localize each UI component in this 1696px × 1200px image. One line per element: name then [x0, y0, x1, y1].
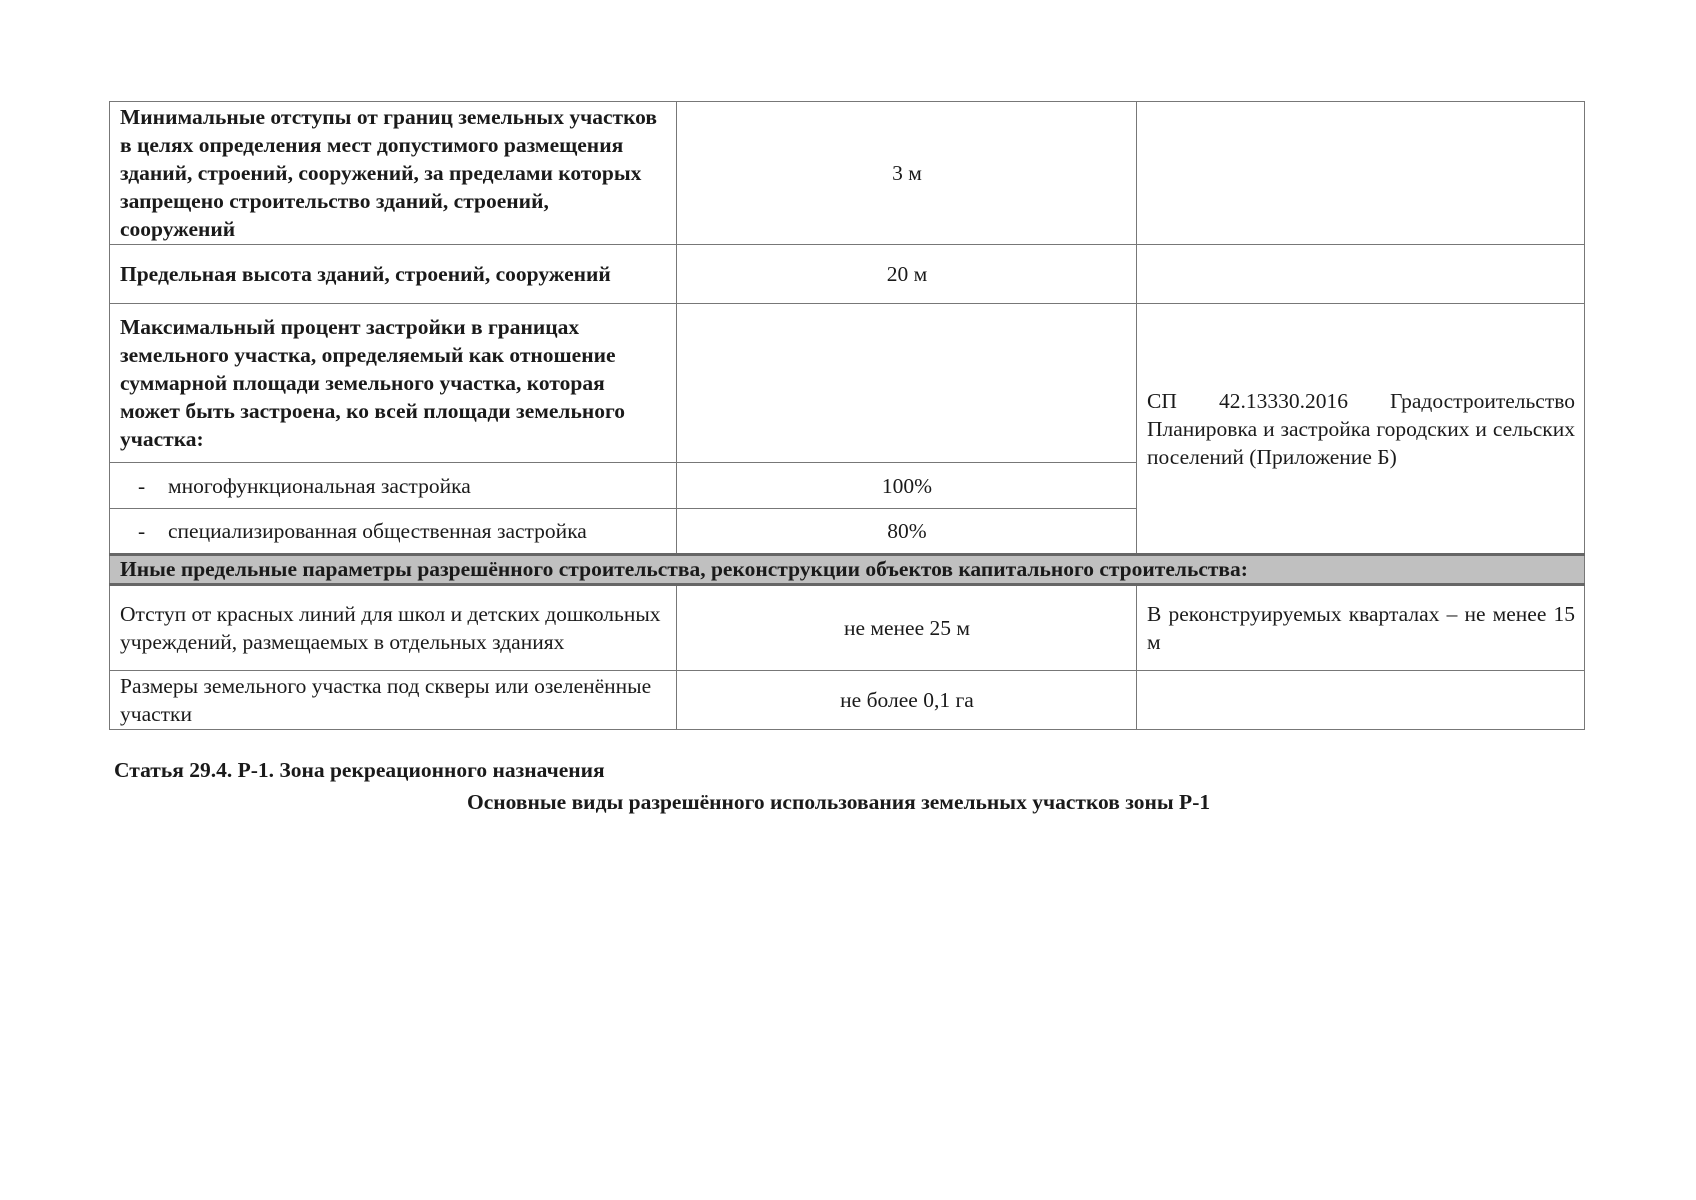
multifunctional-label-cell: [110, 463, 677, 509]
section-subtitle: Основные виды разрешённого использования земельных участков зоны Р-1: [467, 790, 1211, 814]
red-lines-label: Отступ от красных линий для школ и детских дошкольных учреждений, размещаемых в отдельных зданиях: [110, 585, 677, 671]
list-bullet: -: [138, 473, 146, 498]
squares-note: [1137, 671, 1585, 730]
multifunctional-label: многофункциональная застройка: [168, 473, 471, 498]
setbacks-note: [1137, 102, 1585, 245]
squares-label: Размеры земельного участка под скверы или озеленённые участки: [110, 671, 677, 730]
other-parameters-heading: Иные предельные параметры разрешённого строительства, реконструкции объектов капитального строительства:: [110, 555, 1585, 585]
red-lines-note: В реконструируемых кварталах – не менее 15 м: [1137, 585, 1585, 671]
coverage-value: [677, 304, 1137, 463]
height-label: Предельная высота зданий, строений, сооружений: [110, 245, 677, 304]
coverage-note: СП 42.13330.2016 Градостроительство Планировка и застройка городских и сельских поселений (Приложение Б): [1137, 304, 1585, 555]
specialized-label-cell: [110, 509, 677, 555]
table-row-coverage: [110, 304, 1585, 463]
list-bullet: -: [138, 519, 146, 543]
red-lines-value: не менее 25 м: [677, 585, 1137, 671]
setbacks-label: Минимальные отступы от границ земельных участков в целях определения мест допустимого размещения зданий, строений, сооружений, за пределами которых запрещено строительство зданий, строений, сооружений: [110, 102, 677, 245]
setbacks-value: 3 м: [677, 102, 1137, 245]
table-row-red-lines: [110, 585, 1585, 671]
height-value: 20 м: [677, 245, 1137, 304]
height-note: [1137, 245, 1585, 304]
table-row-setbacks: [110, 102, 1585, 245]
specialized-value: 80%: [677, 509, 1137, 555]
squares-value: не более 0,1 га: [677, 671, 1137, 730]
table-section-band: [110, 555, 1585, 585]
multifunctional-value: 100%: [677, 463, 1137, 509]
coverage-label: Максимальный процент застройки в границах земельного участка, определяемый как отношение суммарной площади земельного участка, которая может быть застроена, ко всей площади земельного участка:: [110, 304, 677, 463]
parameters-table: [109, 101, 1585, 730]
article-heading: Статья 29.4. Р-1. Зона рекреационного назначения: [114, 758, 605, 782]
table-row-squares: [110, 671, 1585, 730]
specialized-label: специализированная общественная застройка: [168, 519, 587, 543]
table-row-height: [110, 245, 1585, 304]
